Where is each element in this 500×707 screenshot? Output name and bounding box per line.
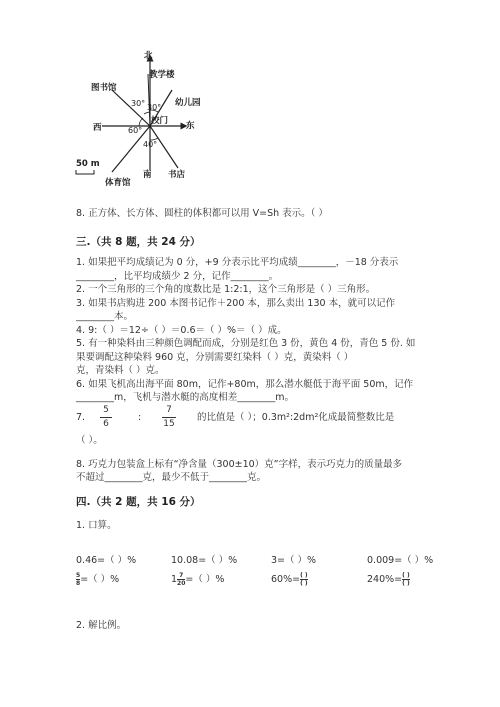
- s3-q5-line3: 克，青染料（ ）克。: [76, 365, 165, 376]
- calc-r2-c1: $\frac{5}{8}$ =（ ）%: [76, 572, 120, 587]
- fraction-bar: [162, 417, 176, 418]
- label-east: 东: [186, 121, 195, 131]
- s3-q1-line2: ________，比平均成绩少 2 分，记作________。: [76, 271, 279, 282]
- s3-q2: 2. 一个三角形的三个角的度数比是 1:2:1，这个三角形是（ ）三角形。: [76, 284, 376, 295]
- s3-q7-colon: :: [138, 412, 142, 423]
- label-bookstore: 书店: [168, 170, 186, 180]
- fraction-denominator: 6: [103, 419, 109, 429]
- label-scale: 50 m: [76, 159, 100, 169]
- s3-q7-fraction-2: [162, 405, 176, 430]
- label-north: 北: [144, 51, 153, 61]
- label-library: 图书馆: [91, 83, 117, 93]
- s3-q5-line1: 5. 有一种染料由三种颜色调配而成，分别是红色 3 份，黄色 4 份，青色 5 份. 如: [76, 338, 416, 349]
- fraction-numerator: 7: [166, 405, 172, 415]
- section-3-heading: 三.（共 8 题，共 24 分）: [76, 236, 201, 248]
- line-library: [112, 90, 150, 126]
- fraction-bar: [100, 417, 112, 418]
- judge-question-8: 8. 正方体、长方体、圆柱的体积都可以用 V=Sh 表示。（ ）: [76, 208, 328, 219]
- s3-q4: 4. 9:（ ）＝12÷（ ）＝0.6＝（ ）%＝（ ）成。: [76, 325, 287, 336]
- label-teaching-building: 教学楼: [149, 70, 175, 80]
- label-gym: 体育馆: [105, 178, 131, 188]
- section-4-heading: 四.（共 2 题，共 16 分）: [76, 496, 201, 508]
- blank-fraction: ( ) ( ): [300, 572, 308, 587]
- calc-r2-c2: 1 $\frac{7}{20}$ =（ ）%: [171, 572, 225, 587]
- label-west: 西: [93, 123, 102, 133]
- scale-bar: [76, 170, 94, 174]
- s3-q1-line1: 1. 如果把平均成绩记为 0 分，+9 分表示比平均成绩________，－18 分表示: [76, 257, 399, 268]
- label-kindergarten: 幼儿园: [175, 98, 201, 108]
- s3-q8-line1: 8. 巧克力包装盒上标有“净含量（300±10）克”字样，表示巧克力的质量最多: [76, 459, 403, 470]
- fraction-numerator: 5: [103, 405, 109, 415]
- s3-q3-line1: 3. 如果书店购进 200 本图书记作＋200 本，那么卖出 130 本，就可以记作: [76, 298, 396, 309]
- angle-30-right: 30°: [147, 103, 162, 112]
- fraction: $\frac{5}{8}$: [76, 572, 81, 587]
- s3-q7-rest: 的比值是（ ）；0.3m²:2dm²化成最简整数比是: [197, 412, 395, 423]
- s3-q7-prefix: 7.: [76, 412, 86, 423]
- calc-r2-c3: 60%= ( ) ( ): [271, 572, 308, 587]
- blank-fraction: ( ) ( ): [402, 572, 410, 587]
- calc-r1-c4: 0.009=（ ）%: [367, 555, 434, 566]
- angle-30-left: 30°: [131, 99, 146, 108]
- angle-40: 40°: [143, 140, 158, 149]
- calc-r1-c1: 0.46=（ ）%: [76, 555, 137, 566]
- s3-q6-line1: 6. 如果飞机高出海平面 80m，记作+80m，那么潜水艇低于海平面 50m，记作: [76, 379, 414, 390]
- s3-q3-line2: ________本。: [76, 311, 134, 322]
- s4-sub2: 2. 解比例。: [76, 620, 127, 631]
- label-school-gate: 校门: [151, 116, 169, 126]
- s3-q8-line2: 不超过________克，最少不低于________克。: [76, 472, 267, 483]
- fraction: $\frac{7}{20}$: [177, 572, 186, 587]
- calc-r1-c2: 10.08=（ ）%: [171, 555, 238, 566]
- fraction-denominator: 15: [163, 419, 175, 429]
- label-south: 南: [143, 170, 152, 180]
- s3-q6-line2: ________m，飞机与潜水艇的高度相差________m。: [76, 392, 295, 403]
- s3-q5-line2: 果要调配这种染料 960 克，分别需要红染料（ ）克，黄染料（ ）: [76, 352, 354, 363]
- s3-q7-fraction-1: [100, 405, 112, 430]
- s4-sub1: 1. 口算。: [76, 520, 117, 531]
- s3-q7-line2: （ ）。: [76, 435, 103, 446]
- calc-r1-c3: 3=（ ）%: [271, 555, 317, 566]
- angle-60: 60°: [128, 126, 143, 135]
- calc-r2-c4: 240%= ( ) ( ): [367, 572, 410, 587]
